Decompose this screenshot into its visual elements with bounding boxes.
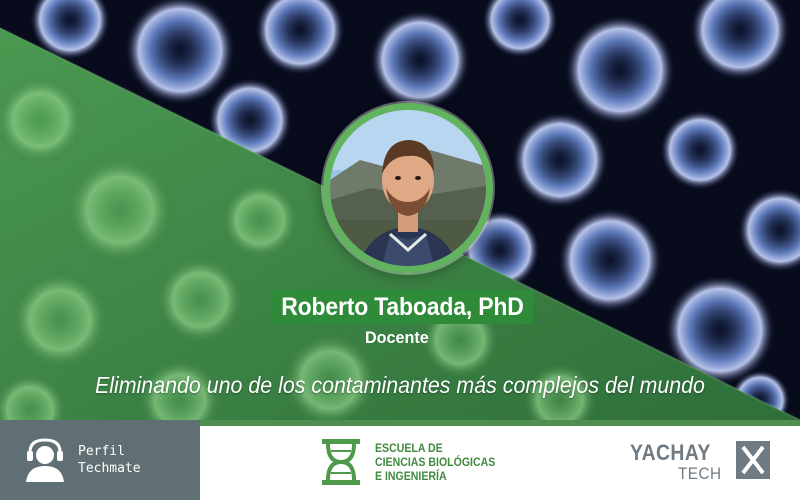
brand-subword: TECH [678, 464, 722, 483]
user-icon [24, 438, 66, 482]
brand-word: YACHAY [630, 440, 711, 465]
profile-label [78, 443, 141, 477]
headline-text: Eliminando uno de los contaminantes más complejos del mundo [95, 372, 705, 398]
school-name: ESCUELA DE CIENCIAS BIOLÓGICAS E INGENIERÍA [375, 441, 496, 483]
article-headline [0, 372, 800, 399]
person-name: Roberto Taboada, PhD [272, 290, 533, 324]
yachay-logo-icon [736, 441, 770, 479]
person-portrait-icon [330, 110, 486, 266]
profile-photo [330, 110, 486, 266]
dna-icon [320, 437, 362, 487]
profile-label-line2: Techmate [78, 461, 141, 476]
profile-photo-frame [323, 103, 493, 273]
profile-label-line1: Perfil [78, 444, 125, 459]
person-role: Docente [365, 328, 429, 347]
